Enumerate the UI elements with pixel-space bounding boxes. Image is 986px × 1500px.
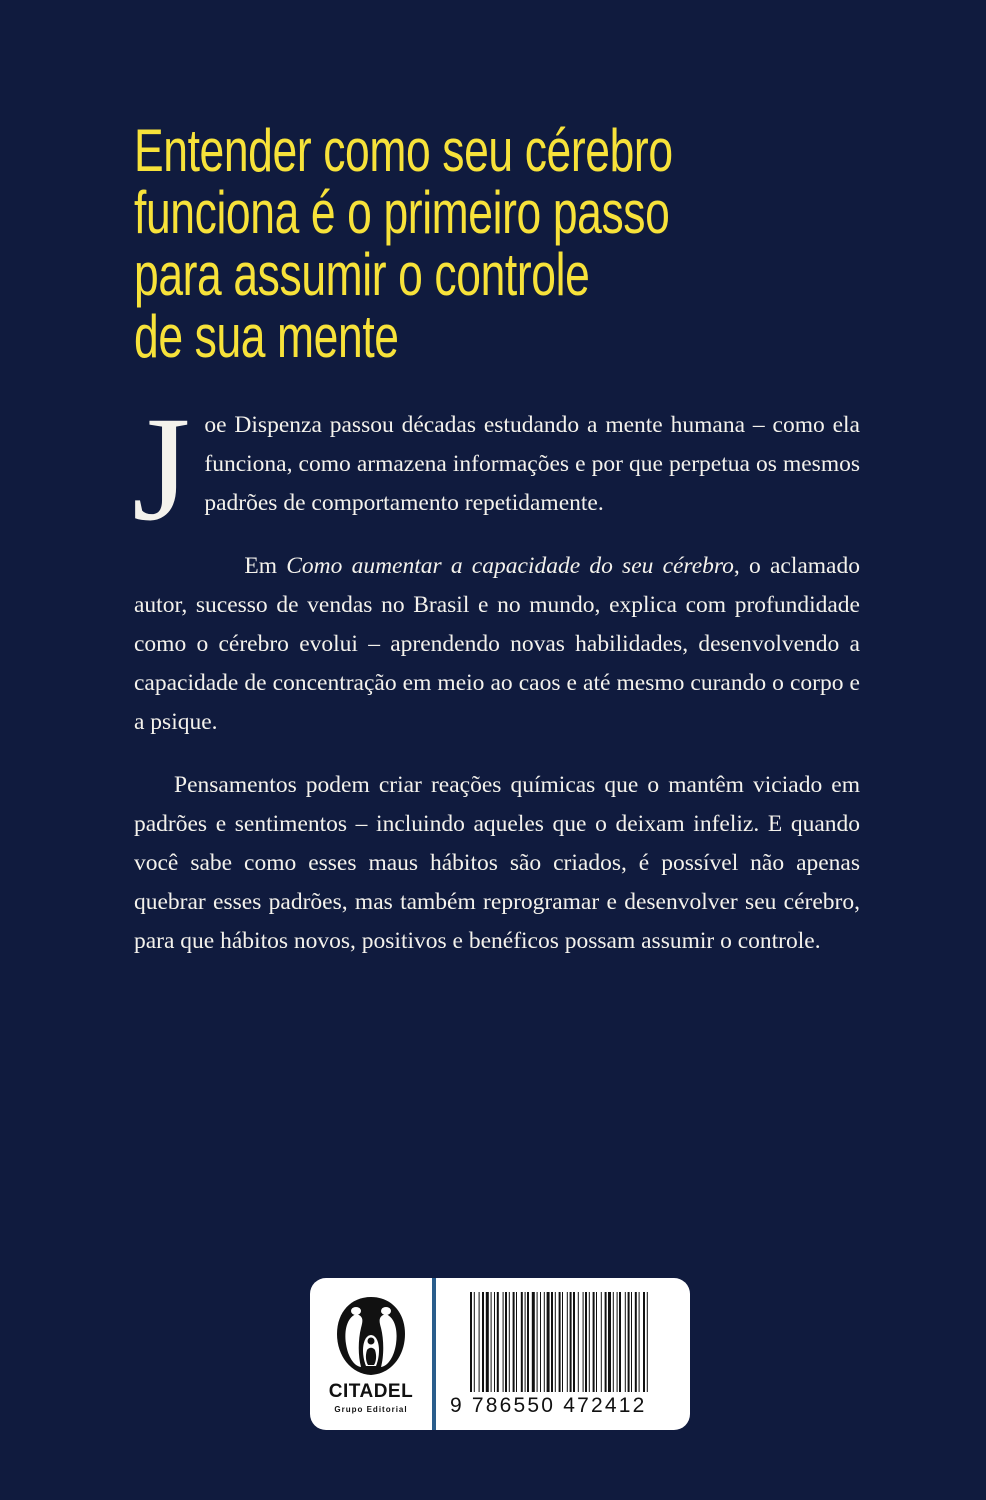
barcode-bar bbox=[521, 1292, 523, 1392]
barcode-bar bbox=[639, 1292, 640, 1392]
barcode-bar bbox=[601, 1292, 602, 1392]
barcode-bar bbox=[570, 1292, 572, 1392]
book-title: Como aumentar a capacidade do seu cérebro bbox=[286, 553, 734, 579]
headline-line: funciona é o primeiro passo bbox=[134, 179, 670, 246]
barcode-bar bbox=[497, 1292, 499, 1392]
barcode-bar bbox=[647, 1292, 648, 1392]
headline-line: Entender como seu cérebro bbox=[134, 117, 673, 184]
barcode-bar bbox=[491, 1292, 492, 1392]
paragraph-2-text: , o aclamado autor, sucesso de vendas no Brasil e no mundo, explica com profundidade como o cérebro evolui – aprendendo novas habilidades, desenvolvendo a capacidade de concentração em meio ao caos e até mesmo curando o corpo e a psique. bbox=[134, 553, 860, 735]
paragraph-3: Pensamentos podem criar reações químicas que o mantêm viciado em padrões e sentimentos – incluindo aqueles que o deixam infeliz. E quando você sabe como esses maus hábitos são criados, é possível não apenas quebrar esses padrões, mas também reprogramar e desenvolver seu cérebro, para que hábitos novos, positivos e benéficos possam assumir o controle. bbox=[134, 772, 860, 954]
barcode-bar bbox=[585, 1292, 587, 1392]
publisher-logo bbox=[310, 1278, 432, 1430]
barcode-bar bbox=[474, 1292, 475, 1392]
barcode-bar bbox=[470, 1292, 472, 1392]
barcode-bar bbox=[482, 1292, 484, 1392]
barcode-bar bbox=[635, 1292, 637, 1392]
barcode-bar bbox=[643, 1292, 645, 1392]
barcode bbox=[470, 1292, 650, 1392]
publisher-subtitle: Grupo Editorial bbox=[334, 1405, 408, 1414]
barcode-bar bbox=[551, 1292, 553, 1392]
barcode-bar bbox=[562, 1292, 563, 1392]
headline bbox=[134, 117, 673, 370]
barcode-bar bbox=[605, 1292, 607, 1392]
barcode-bar bbox=[479, 1292, 480, 1392]
barcode-bar bbox=[625, 1292, 626, 1392]
publisher-barcode-label bbox=[310, 1278, 690, 1430]
barcode-bar bbox=[494, 1292, 495, 1392]
barcode-bar bbox=[596, 1292, 597, 1392]
barcode-bar bbox=[537, 1292, 538, 1392]
barcode-bar bbox=[578, 1292, 579, 1392]
barcode-bar bbox=[509, 1292, 510, 1392]
isbn-number: 9 786550 472412 bbox=[450, 1394, 647, 1417]
barcode-bar bbox=[486, 1292, 489, 1392]
barcode-bar bbox=[516, 1292, 517, 1392]
barcode-bar bbox=[628, 1292, 630, 1392]
barcode-bar bbox=[593, 1292, 595, 1392]
barcode-bar bbox=[525, 1292, 526, 1392]
barcode-bar bbox=[503, 1292, 504, 1392]
publisher-name: CITADEL bbox=[328, 1381, 414, 1402]
barcode-bar bbox=[573, 1292, 575, 1392]
paragraph-2 bbox=[134, 547, 860, 742]
label-divider bbox=[432, 1278, 436, 1430]
barcode-bar bbox=[583, 1292, 584, 1392]
barcode-bar bbox=[527, 1292, 529, 1392]
barcode-bar bbox=[555, 1292, 556, 1392]
barcode-bar bbox=[631, 1292, 632, 1392]
headline-line: para assumir o controle bbox=[134, 241, 590, 308]
penguins-icon bbox=[333, 1294, 409, 1378]
drop-cap: J bbox=[132, 386, 191, 552]
barcode-bar bbox=[617, 1292, 618, 1392]
barcode-bar bbox=[505, 1292, 507, 1392]
paragraph-1 bbox=[132, 386, 860, 552]
barcode-bar bbox=[589, 1292, 590, 1392]
barcode-bar bbox=[547, 1292, 550, 1392]
barcode-bar bbox=[613, 1292, 614, 1392]
barcode-bar bbox=[608, 1292, 611, 1392]
barcode-bar bbox=[559, 1292, 561, 1392]
paragraph-1-text: oe Dispenza passou décadas estudando a mente humana – como ela funciona, como armazena informações e por que perpetua os mesmos padrões de comportamento repetidamente. bbox=[204, 412, 860, 516]
barcode-bar bbox=[544, 1292, 545, 1392]
description-text bbox=[132, 386, 860, 961]
headline-line: de sua mente bbox=[134, 303, 399, 370]
barcode-bar bbox=[619, 1292, 621, 1392]
barcode-bar bbox=[567, 1292, 568, 1392]
barcode-bar bbox=[513, 1292, 515, 1392]
barcode-bar bbox=[540, 1292, 541, 1392]
barcode-bar bbox=[532, 1292, 535, 1392]
paragraph-2-lead: Em bbox=[244, 553, 287, 579]
